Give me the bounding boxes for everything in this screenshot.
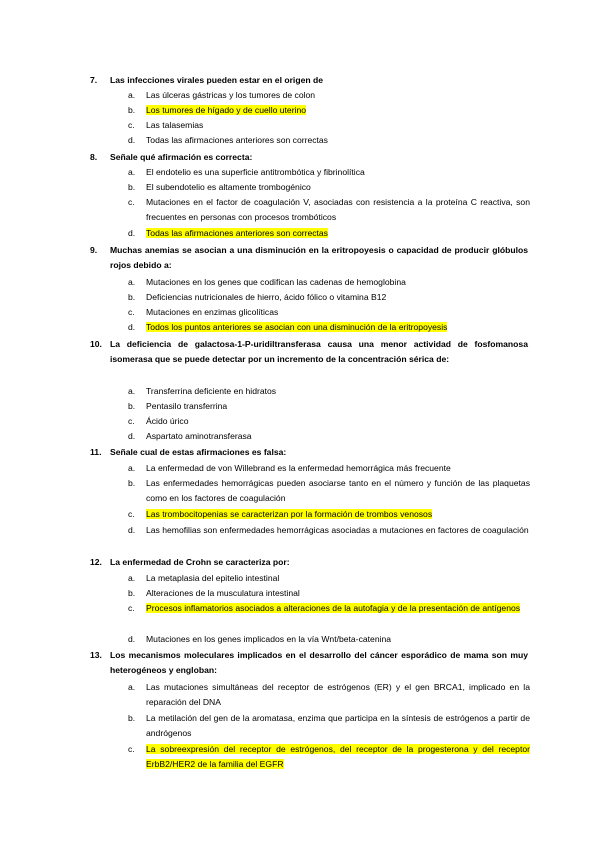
question-13 (90, 648, 528, 678)
option-7b (128, 103, 530, 118)
option-9c (128, 305, 530, 320)
question-number: 8. (90, 152, 98, 162)
option-letter: a. (128, 682, 136, 692)
option-letter: a. (128, 167, 136, 177)
option-letter: b. (128, 182, 136, 192)
option-8c (128, 195, 530, 225)
option-12c (128, 601, 530, 616)
question-7 (90, 73, 528, 88)
option-letter: d. (128, 135, 136, 145)
option-text: Mutaciones en los genes que codifican las cadenas de hemoglobina (146, 277, 406, 287)
question-12 (90, 555, 528, 570)
option-text: La enfermedad de von Willebrand es la enfermedad hemorrágica más frecuente (146, 463, 451, 473)
question-text: Señale qué afirmación es correcta: (110, 152, 253, 162)
option-letter: a. (128, 90, 136, 100)
option-text: Mutaciones en el factor de coagulación V, asociadas con resistencia a la proteína C reactiva, son frecuentes en personas con procesos trombóticos (146, 197, 530, 222)
option-letter: a. (128, 573, 136, 583)
option-11b (128, 476, 530, 506)
question-9 (90, 243, 528, 273)
option-letter: d. (128, 431, 136, 441)
option-letter: a. (128, 277, 136, 287)
question-text: Las infecciones virales pueden estar en el origen de (110, 75, 324, 85)
option-11d (128, 523, 530, 538)
option-7a (128, 88, 530, 103)
option-letter: a. (128, 463, 136, 473)
question-text: Señale cual de estas afirmaciones es falsa: (110, 447, 287, 457)
option-letter: d. (128, 322, 136, 332)
option-letter: c. (128, 416, 135, 426)
question-10 (90, 337, 528, 367)
option-text-highlighted: Los tumores de hígado y de cuello uterino (146, 105, 307, 115)
question-number: 9. (90, 245, 98, 255)
option-letter: b. (128, 713, 136, 723)
option-8a (128, 165, 530, 180)
option-9a (128, 275, 530, 290)
option-text: Aspartato aminotransferasa (146, 431, 252, 441)
question-text: La deficiencia de galactosa-1-P-uridiltransferasa causa una menor actividad de fosfomanosa isomerasa que se puede detectar por un incremento de la concentración sérica de: (110, 339, 528, 364)
option-text: Transferrina deficiente en hidratos (146, 386, 277, 396)
option-text-highlighted: Procesos inflamatorios asociados a alteraciones de la autofagia y de la presentación de antígenos (146, 603, 521, 613)
option-letter: b. (128, 292, 136, 302)
option-10b (128, 399, 530, 414)
option-letter: c. (128, 744, 135, 754)
option-text: Las enfermedades hemorrágicas pueden asociarse tanto en el número y función de las plaquetas como en los factores de coagulación (146, 478, 530, 503)
option-letter: c. (128, 603, 135, 613)
question-8 (90, 150, 528, 165)
option-10c (128, 414, 530, 429)
option-letter: b. (128, 478, 136, 488)
question-text: Muchas anemias se asocian a una disminución en la eritropoyesis o capacidad de producir glóbulos rojos debido a: (110, 245, 528, 270)
option-12d (128, 632, 530, 647)
option-text: La metilación del gen de la aromatasa, enzima que participa en la síntesis de estrógenos a partir de andrógenos (146, 713, 530, 738)
option-7d (128, 133, 530, 148)
option-text-highlighted: Todos los puntos anteriores se asocian con una disminución de la eritropoyesis (146, 322, 448, 332)
option-text-highlighted: Las trombocitopenias se caracterizan por la formación de trombos venosos (146, 509, 433, 519)
option-letter: c. (128, 197, 135, 207)
option-8d (128, 226, 530, 241)
question-number: 12. (90, 557, 102, 567)
option-text: Las hemofilias son enfermedades hemorrágicas asociadas a mutaciones en factores de coagulación (146, 525, 529, 535)
option-text: Todas las afirmaciones anteriores son correctas (146, 135, 328, 145)
question-number: 7. (90, 75, 98, 85)
option-text: Ácido úrico (146, 416, 189, 426)
question-number: 11. (90, 447, 102, 457)
option-text: Mutaciones en enzimas glicolíticas (146, 307, 279, 317)
option-12b (128, 586, 530, 601)
option-letter: c. (128, 307, 135, 317)
option-letter: b. (128, 105, 136, 115)
question-text: La enfermedad de Crohn se caracteriza por: (110, 557, 290, 567)
option-9b (128, 290, 530, 305)
option-text: El endotelio es una superficie antitrombótica y fibrinolítica (146, 167, 365, 177)
option-letter: b. (128, 588, 136, 598)
option-7c (128, 118, 530, 133)
option-12a (128, 571, 530, 586)
option-10a (128, 384, 530, 399)
option-text: Las úlceras gástricas y los tumores de colon (146, 90, 316, 100)
option-13b (128, 711, 530, 741)
question-number: 10. (90, 339, 102, 349)
option-letter: b. (128, 401, 136, 411)
option-text: Las mutaciones simultáneas del receptor de estrógenos (ER) y el gen BRCA1, implicado en la reparación del DNA (146, 682, 530, 707)
option-text: Alteraciones de la musculatura intestinal (146, 588, 300, 598)
option-letter: a. (128, 386, 136, 396)
option-13a (128, 680, 530, 710)
option-text: Las talasemias (146, 120, 204, 130)
option-text: Mutaciones en los genes implicados en la vía Wnt/beta-catenina (146, 634, 392, 644)
option-text-highlighted: La sobreexpresión del receptor de estrógenos, del receptor de la progesterona y del receptor ErbB2/HER2 de la familia del EGFR (146, 744, 530, 769)
option-9d (128, 320, 530, 335)
option-13c (128, 742, 530, 772)
option-letter: d. (128, 525, 136, 535)
question-number: 13. (90, 650, 102, 660)
option-letter: c. (128, 120, 135, 130)
option-8b (128, 180, 530, 195)
option-text: La metaplasia del epitelio intestinal (146, 573, 280, 583)
option-letter: c. (128, 509, 135, 519)
option-text: Pentasilo transferrina (146, 401, 228, 411)
option-10d (128, 429, 530, 444)
option-11c (128, 507, 530, 522)
option-11a (128, 461, 530, 476)
option-letter: d. (128, 228, 136, 238)
question-11 (90, 445, 528, 460)
question-text: Los mecanismos moleculares implicados en el desarrollo del cáncer esporádico de mama son muy heterogéneos y engloban: (110, 650, 528, 675)
option-letter: d. (128, 634, 136, 644)
option-text-highlighted: Todas las afirmaciones anteriores son correctas (146, 228, 328, 238)
option-text: Deficiencias nutricionales de hierro, ácido fólico o vitamina B12 (146, 292, 387, 302)
option-text: El subendotelio es altamente trombogénico (146, 182, 311, 192)
